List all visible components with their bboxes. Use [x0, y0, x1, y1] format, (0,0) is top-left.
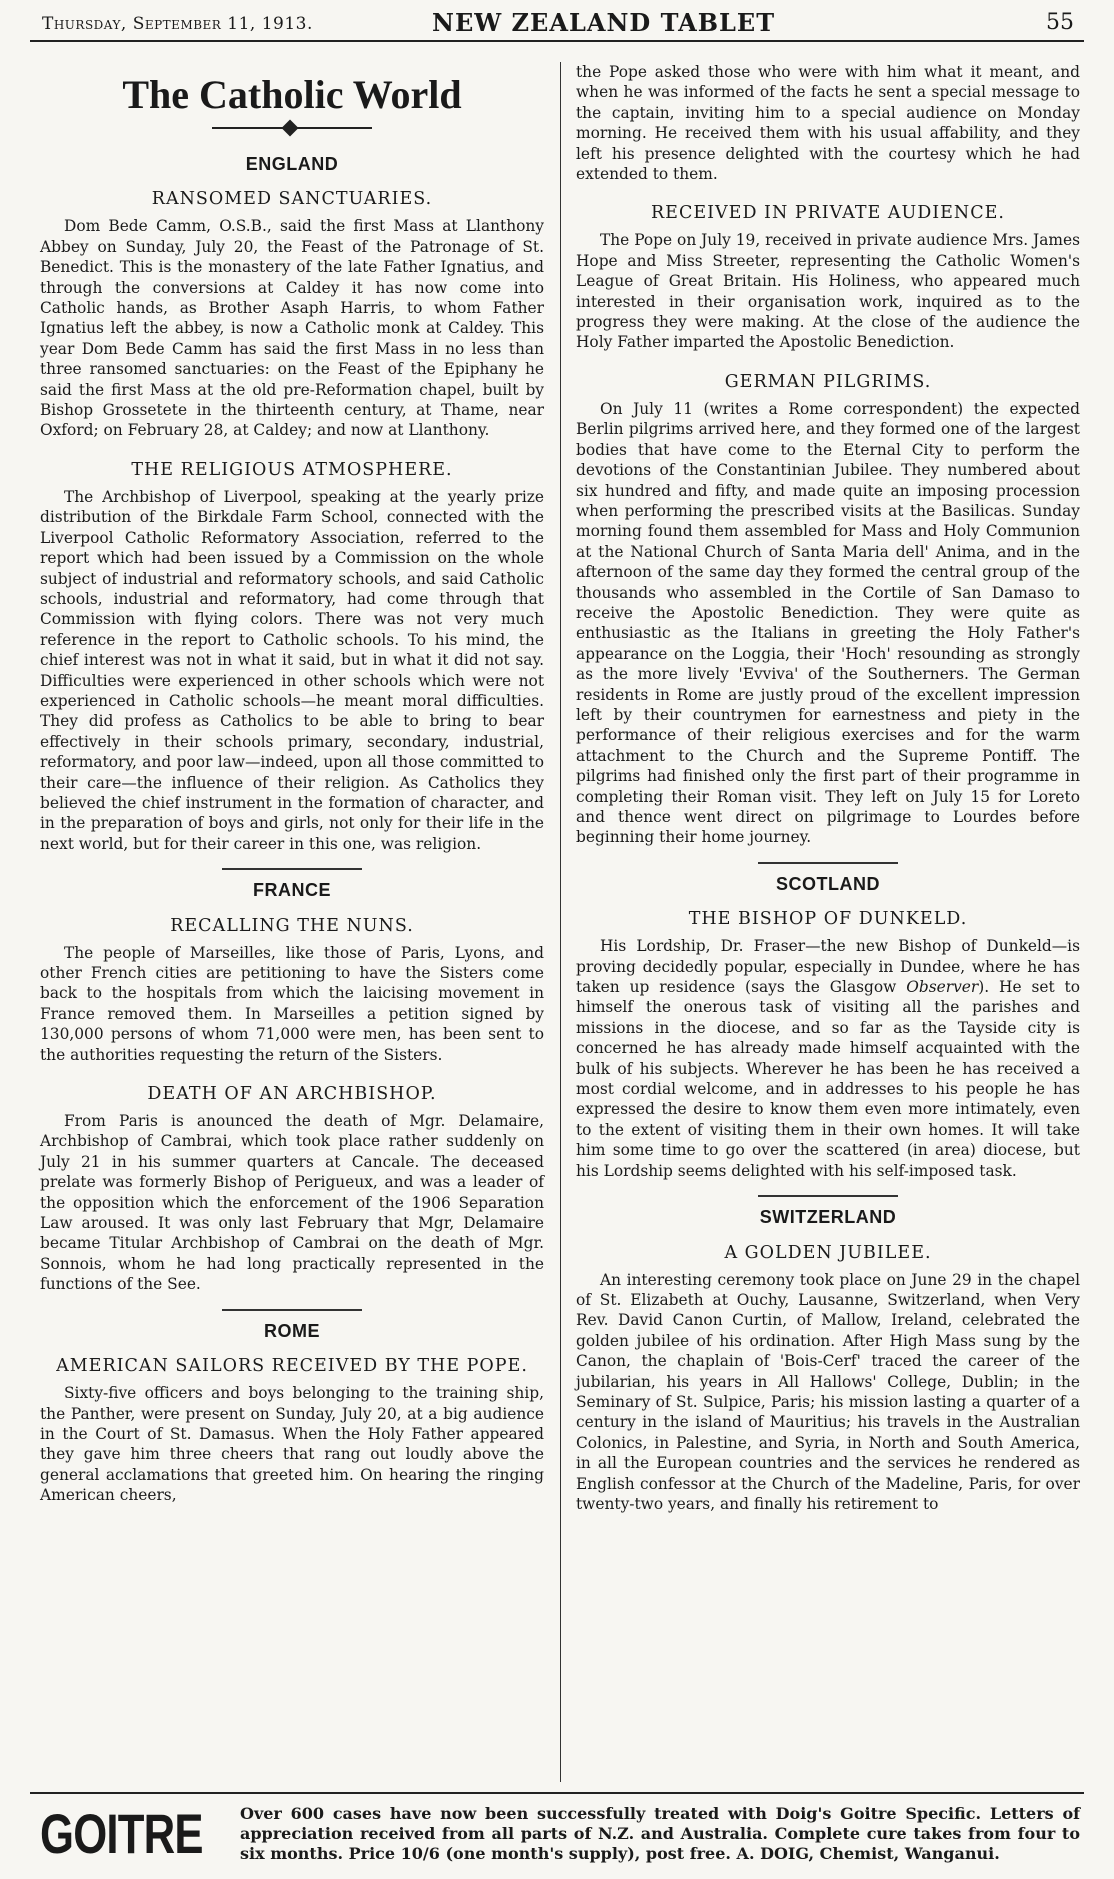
article-american-sailors-continued: the Pope asked those who were with him what it meant, and when he was informed of the facts he sent a special message to the captain, inviting him to a special audience on Monday morning. He received them with his usual affability, and they left his presence delighted with the courtesy which he had extended to them.	[576, 63, 1080, 184]
article-ransomed-sanctuaries: Dom Bede Camm, O.S.B., said the first Mass at Llanthony Abbey on Sunday, July 20, the Feast of the Patronage of St. Benedict. This is the monastery of the late Father Ignatius, and through the conversions at Caldey it has now come into Catholic hands, as Brother Asaph Harris, to whom Father Ignatius left the abbey, is now a Catholic monk at Caldey. This year Dom Bede Camm has said the first Mass in no less than three ransomed sanctuaries: on the Feast of the Epiphany he said the first Mass at the old pre-Reformation chapel, built by Bishop Grossetete in the thirteenth century, at Thame, near Oxford; on February 28, at Caldey; and now at Llanthony.	[40, 217, 544, 440]
article-bishop-of-dunkeld: His Lordship, Dr. Fraser—the new Bishop of Dunkeld—is proving decidedly popular, especially in Dundee, where he has taken up residence (says the Glasgow Observer). He set to himself the onerous task of visiting all the parishes and missions in the diocese, and so far as the Tayside city is concerned he has already made himself acquainted with the bulk of his subjects. Wherever he has been he has received a most cordial welcome, and in addresses to his people he has expressed the desire to know them even more intimately, even to the extent of visiting them in their own homes. It will take him some time to go over the scattered (in area) diocese, but his Lordship seems delighted with his self-imposed task.	[576, 937, 1081, 1180]
issue-date: Thursday, September 11, 1913.	[42, 14, 313, 34]
page-header	[30, 8, 1084, 42]
article-golden-jubilee: An interesting ceremony took place on June 29 in the chapel of St. Elizabeth at Ouchy, Lausanne, Switzerland, when Very Rev. David Canon Curtin, of Mallow, Ireland, celebrated the golden jubilee of his ordination. After High Mass sung by the Canon, the chaplain of 'Bois-Cerf' traced the career of the jubilarian, his years in All Hallows' College, Dublin; in the Seminary of St. Sulpice, Paris; his mission lasting a quarter of a century in the island of Mauritius; his travels in the Australian Colonics, in Palestine, and Syria, in North and South America, in all the European countries and the services he rendered as English confessor at the Church of the Madeline, Paris, for over twenty-two years, and finally his retirement to	[576, 1270, 1080, 1513]
section-rule	[222, 1309, 362, 1311]
article-recalling-the-nuns: The people of Marseilles, like those of Paris, Lyons, and other French cities are petitioning to have the Sisters come back to the hospitals from which the laicising movement in France removed them. In Marseilles a petition signed by 130,000 persons of whom 71,000 were men, has been sent to the authorities requesting the return of the Sisters.	[40, 943, 544, 1064]
headline-german-pilgrims: GERMAN PILGRIMS.	[724, 371, 932, 392]
masthead: NEW ZEALAND TABLET	[432, 8, 776, 37]
section-france: FRANCE	[253, 880, 331, 901]
section-scotland: SCOTLAND	[776, 873, 880, 894]
ad-headline: GOITRE	[40, 1802, 203, 1865]
right-column	[576, 62, 1080, 1782]
left-column	[40, 62, 544, 1782]
article-religious-atmosphere: The Archbishop of Liverpool, speaking at the yearly prize distribution of the Birkdale Farm School, connected with the Liverpool Catholic Reformatory Association, referred to the report which had been issued by a Commission on the whole subject of industrial and reformatory schools, and said Catholic schools, industrial and reformatory, had come through that Commission with flying colors. There was not very much reference in the report to Catholic schools. To his mind, the chief interest was not in what it said, but in what it did not say. Difficulties were experienced in other schools which were not experienced in Catholic schools—he meant moral difficulties. They did profess as Catholics to be able to bring to bear effectively in their schools primary, secondary, industrial, reformatory, and poor law—indeed, upon all those committed to their care—the influence of their religion. As Catholics they believed the chief instrument in the formation of character, and in the preparation of boys and girls, not only for their life in the next world, but for their career in this one, was religion.	[40, 487, 544, 853]
section-rome: ROME	[264, 1320, 320, 1341]
section-switzerland: SWITZERLAND	[759, 1207, 897, 1228]
headline-private-audience: RECEIVED IN PRIVATE AUDIENCE.	[651, 203, 1005, 224]
section-rule	[758, 1195, 898, 1197]
headline-recalling-the-nuns: RECALLING THE NUNS.	[170, 915, 414, 936]
advertisement	[30, 1792, 1084, 1872]
headline-american-sailors: AMERICAN SAILORS RECEIVED BY THE POPE.	[56, 1356, 528, 1377]
headline-death-of-archbishop: DEATH OF AN ARCHBISHOP.	[147, 1084, 437, 1105]
page-title: The Catholic World	[122, 72, 462, 117]
section-rule	[222, 868, 362, 870]
article-private-audience: The Pope on July 19, received in private audience Mrs. James Hope and Miss Streeter, representing the Catholic Women's League of Great Britain. His Holiness, who appeared much interested in their organisation work, inquired as to the progress they were making. At the close of the audience the Holy Father imparted the Apostolic Benediction.	[576, 231, 1080, 352]
headline-religious-atmosphere: THE RELIGIOUS ATMOSPHERE.	[131, 459, 453, 480]
column-divider	[560, 62, 561, 1782]
article-death-of-archbishop: From Paris is anounced the death of Mgr. Delamaire, Archbishop of Cambrai, which took place rather suddenly on July 21 in his summer quarters at Cancale. The deceased prelate was formerly Bishop of Perigueux, and was a leader of the opposition which the enforcement of the 1906 Separation Law aroused. It was only last February that Mgr, Delamaire became Titular Archbishop of Cambrai on the death of Mgr. Sonnois, whom he had long practically represented in the functions of the See.	[40, 1112, 544, 1294]
title-ornament	[212, 122, 372, 134]
headline-ransomed-sanctuaries: RANSOMED SANCTUARIES.	[151, 189, 433, 210]
article-german-pilgrims: On July 11 (writes a Rome correspondent) the expected Berlin pilgrims arrived here, and they formed one of the largest bodies that have come to the Eternal City to perform the devotions of the Constantinian Jubilee. They numbered about six hundred and fifty, and made quite an imposing procession when performing the prescribed visits at the Basilicas. Sunday morning found them assembled for Mass and Holy Communion at the National Church of Santa Maria dell' Anima, and in the afternoon of the same day they formed the central group of the thousands who assembled in the Cortile of San Damaso to receive the Apostolic Benediction. They were quite as enthusiastic as the Italians in greeting the Holy Father's appearance on the Loggia, their 'Hoch' resounding as strongly as the more lively 'Evviva' of the Southerners. The German residents in Rome are justly proud of the excellent impression left by their countrymen for earnestness and piety in the performance of their religious exercises and for the warm attachment to the Church and the Supreme Pontiff. The pilgrims had finished only the first part of their programme in completing their Roman visit. They left on July 15 for Loreto and thence went direct on pilgrimage to Lourdes before beginning their home journey.	[576, 399, 1080, 847]
section-england: ENGLAND	[245, 154, 339, 174]
ad-text: Over 600 cases have now been successfully treated with Doig's Goitre Specific. Letters of appreciation received from all parts of N.Z. and Australia. Complete cure takes from four to six months. Price 10/6 (one month's supply), post free. A. DOIG, Chemist, Wanganui.	[240, 1804, 1080, 1863]
page-number: 55	[1046, 10, 1074, 35]
headline-bishop-of-dunkeld: THE BISHOP OF DUNKELD.	[688, 909, 968, 930]
section-rule	[758, 862, 898, 864]
article-american-sailors: Sixty-five officers and boys belonging to the training ship, the Panther, were present on Sunday, July 20, at a big audience in the Court of St. Damasus. When the Holy Father appeared they gave him three cheers that rang out loudly above the general acclamations that greeted him. On hearing the ringing American cheers,	[40, 1384, 544, 1505]
headline-golden-jubilee: A GOLDEN JUBILEE.	[724, 1242, 932, 1263]
